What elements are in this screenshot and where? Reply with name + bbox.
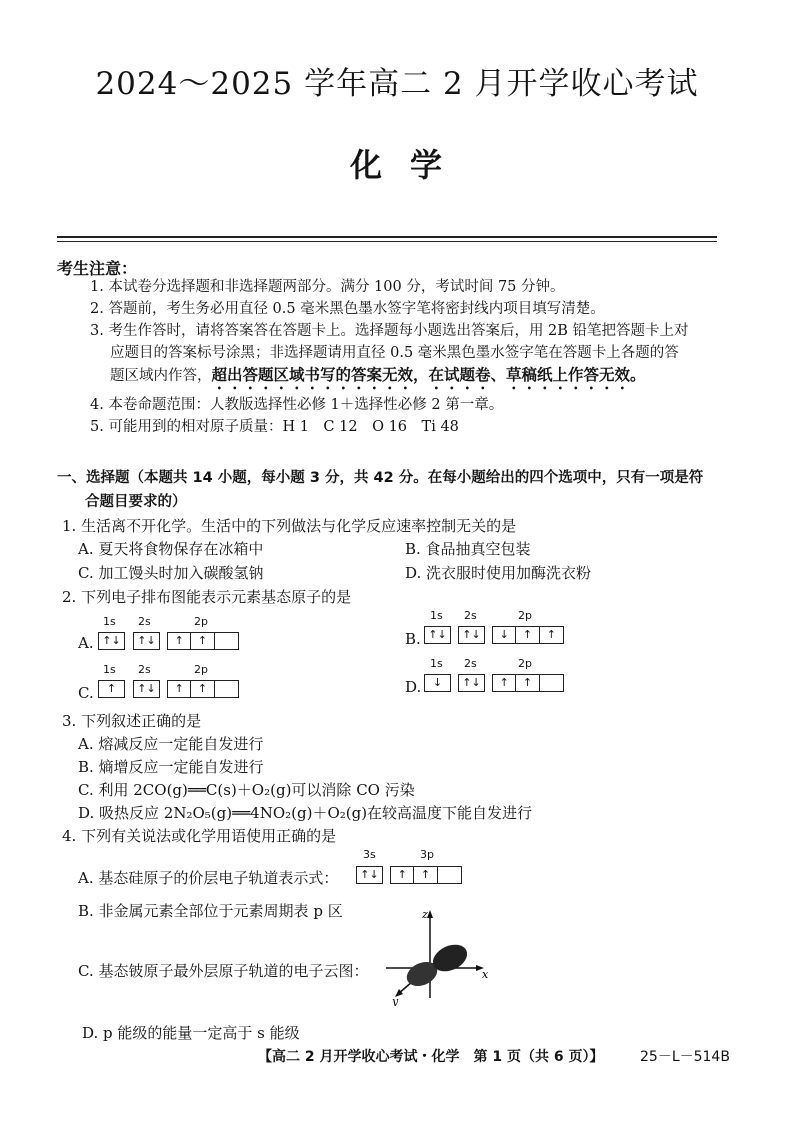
orbital-cell: ↑ <box>106 682 117 695</box>
subject-title: 化学 <box>349 146 470 184</box>
q2-a-1s-label: 1s <box>103 615 116 628</box>
orbital-cell: ↑ <box>516 627 539 643</box>
orbital-cell: ↓ <box>493 627 516 643</box>
orbital-cell: ↑ <box>493 675 516 691</box>
notice-item-3-cont: 应题目的答案标号涂黑；非选择题请用直径 0.5 毫米黑色墨水签字笔在答题卡上各题的答 <box>110 345 679 361</box>
q2-b-1s-box <box>424 626 451 644</box>
orbital-cell: ↑↓ <box>137 634 156 647</box>
q3-stem: 3. 下列叙述正确的是 <box>62 712 202 730</box>
notice-item-3: 3. 考生作答时，请将答案答在答题卡上。选择题每小题选出答案后，用 2B 铅笔把答题卡上对 <box>90 323 689 339</box>
q2-b-2p-label: 2p <box>518 609 532 622</box>
q2-d-2p-box <box>492 674 564 692</box>
orbital-cell: ↑↓ <box>360 868 379 881</box>
z-arrow <box>427 910 433 918</box>
orbital-cell <box>215 681 238 697</box>
orbital-cell: ↑↓ <box>102 634 121 647</box>
q2-a-1s-box <box>98 632 125 650</box>
notice-item-3-end <box>110 364 646 393</box>
orbital-cell: ↑ <box>516 675 539 691</box>
q4-stem: 4. 下列有关说法或化学用语使用正确的是 <box>62 827 337 845</box>
orbital-cell <box>540 675 563 691</box>
notice-emphasis: 超出答题区域书写的答案无效，在试题卷、草稿纸上作答无效。 <box>211 366 646 384</box>
paper-code: 25－L－514B <box>640 1049 730 1065</box>
q4-option-d: D. p 能级的能量一定高于 s 能级 <box>82 1024 300 1042</box>
orbital-cell: ↓ <box>432 676 443 689</box>
page-footer: 【高二 2 月开学收心考试・化学 第 1 页（共 6 页）】 <box>258 1049 604 1065</box>
q1-option-d: D. 洗衣服时使用加酶洗衣粉 <box>405 564 592 582</box>
section-heading: 一、选择题（本题共 14 小题，每小题 3 分，共 42 分。在每小题给出的四个选项中，只有一项是符 <box>57 470 704 486</box>
notice-item-4: 4. 本卷命题范围：人教版选择性必修 1＋选择性必修 2 第一章。 <box>90 397 504 413</box>
orbital-cell <box>215 633 238 649</box>
electron-cloud-diagram <box>378 906 498 1006</box>
q4-a-3s-box <box>356 866 383 884</box>
q1-stem: 1. 生活离不开化学。生活中的下列做法与化学反应速率控制无关的是 <box>62 517 517 535</box>
q4-option-a: A. 基态硅原子的价层电子轨道表示式： <box>78 869 339 887</box>
header-rule-thick <box>57 236 717 238</box>
q2-b-2p-box <box>492 626 564 644</box>
orbital-cell: ↑ <box>546 628 556 641</box>
notice-heading: 考生注意： <box>57 259 138 278</box>
notice-item-2: 2. 答题前，考生务必用直径 0.5 毫米黑色墨水签字笔将密封线内项目填写清楚。 <box>90 301 605 317</box>
notice-item-5: 5. 可能用到的相对原子质量：H 1 C 12 O 16 Ti 48 <box>90 419 459 435</box>
q2-stem: 2. 下列电子排布图能表示元素基态原子的是 <box>62 588 352 606</box>
orbital-cell: ↑ <box>191 681 214 697</box>
q3-option-a: A. 熔减反应一定能自发进行 <box>78 735 264 753</box>
q3-option-d: D. 吸热反应 2N₂O₅(g)══4NO₂(g)＋O₂(g)在较高温度下能自发进行 <box>78 804 533 822</box>
q2-b-2s-box <box>458 626 485 644</box>
q2-c-letter: C. <box>78 684 94 702</box>
q2-a-2p-box <box>167 632 239 650</box>
orbital-cell: ↑ <box>168 681 191 697</box>
q2-b-letter: B. <box>405 630 421 648</box>
q2-a-letter: A. <box>78 634 94 652</box>
q4-a-3p-box <box>390 866 462 884</box>
q2-b-2s-label: 2s <box>464 609 477 622</box>
q2-a-2p-label: 2p <box>194 615 208 628</box>
orbital-cell: ↑ <box>391 867 414 883</box>
q2-d-2s-label: 2s <box>464 657 477 670</box>
orbital-cell: ↑↓ <box>137 682 156 695</box>
q2-c-2s-label: 2s <box>138 663 151 676</box>
q4-a-3p-label: 3p <box>420 848 434 861</box>
notice-item-1: 1. 本试卷分选择题和非选择题两部分。满分 100 分，考试时间 75 分钟。 <box>90 279 565 295</box>
q4-a-3s-label: 3s <box>363 848 376 861</box>
q4-option-b: B. 非金属元素全部位于元素周期表 p 区 <box>78 902 343 920</box>
orbital-cell: ↑ <box>191 633 214 649</box>
y-label: y <box>392 995 399 1006</box>
section-heading-cont: 合题目要求的） <box>85 494 187 510</box>
q1-option-a: A. 夏天将食物保存在冰箱中 <box>78 540 264 558</box>
q3-option-b: B. 熵增反应一定能自发进行 <box>78 758 264 776</box>
orbital-cell: ↑↓ <box>462 628 481 641</box>
z-label: z <box>422 908 428 921</box>
q2-c-2p-label: 2p <box>194 663 208 676</box>
q2-c-2s-box <box>133 680 160 698</box>
q2-a-2s-box <box>133 632 160 650</box>
q4-option-c: C. 基态铍原子最外层原子轨道的电子云图： <box>78 962 369 980</box>
q2-c-2p-box <box>167 680 239 698</box>
q2-a-2s-label: 2s <box>138 615 151 628</box>
q2-d-1s-label: 1s <box>430 657 443 670</box>
q1-option-b: B. 食品抽真空包装 <box>405 540 531 558</box>
q3-option-c: C. 利用 2CO(g)══C(s)＋O₂(g)可以消除 CO 污染 <box>78 781 415 799</box>
orbital-cell: ↑ <box>168 633 191 649</box>
q2-d-2s-box <box>458 674 485 692</box>
q2-d-2p-label: 2p <box>518 657 532 670</box>
x-label: x <box>482 968 489 981</box>
orbital-cell <box>438 867 461 883</box>
q1-option-c: C. 加工馒头时加入碳酸氢钠 <box>78 564 264 582</box>
orbital-cell: ↑ <box>414 867 437 883</box>
orbital-cell: ↑↓ <box>428 628 447 641</box>
q2-d-letter: D. <box>405 678 422 696</box>
q2-b-1s-label: 1s <box>430 609 443 622</box>
q2-c-1s-label: 1s <box>103 663 116 676</box>
header-rule-thin <box>57 241 717 242</box>
q2-c-1s-box <box>98 680 125 698</box>
q2-d-1s-box <box>424 674 451 692</box>
orbital-cell: ↑↓ <box>462 676 481 689</box>
exam-title: 2024～2025 学年高二 2 月开学收心考试 <box>95 66 699 102</box>
notice-item-3-end-text: 题区域内作答， <box>110 368 212 384</box>
